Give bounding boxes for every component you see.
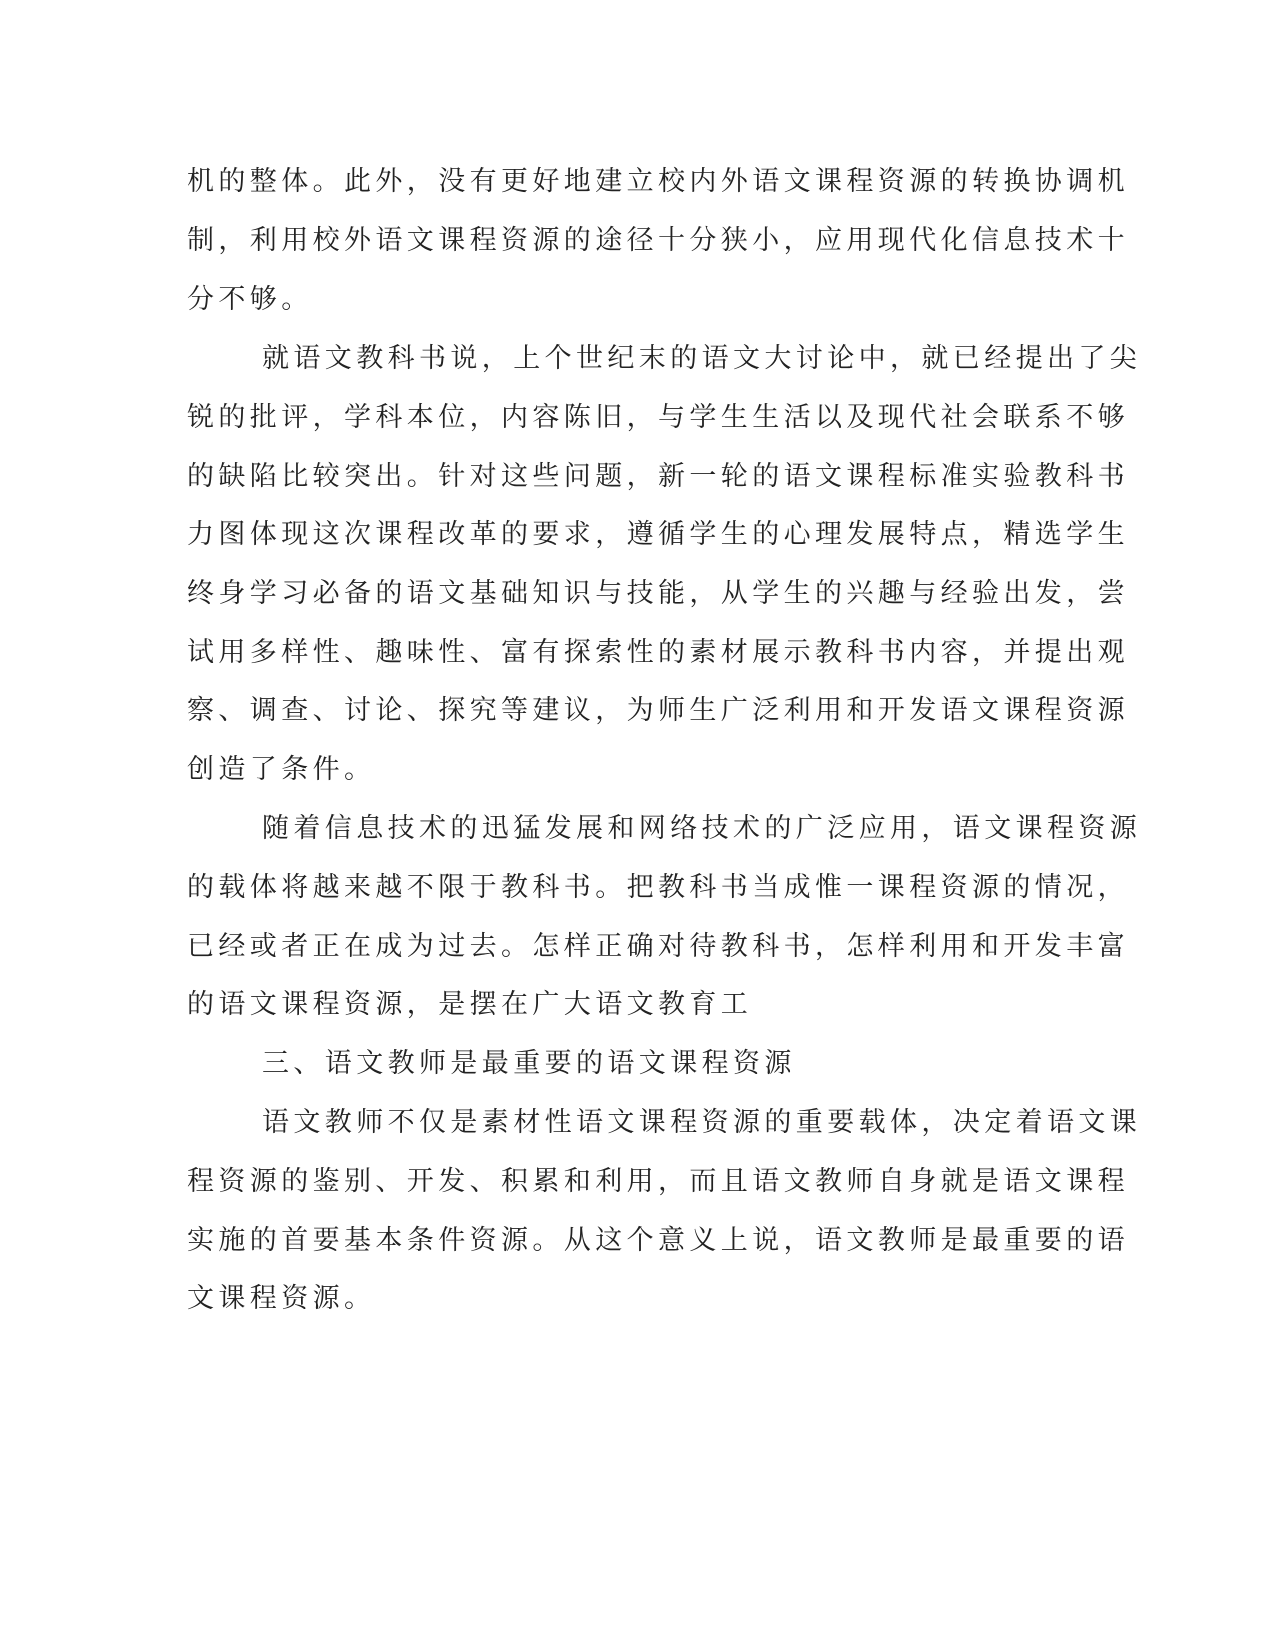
text-line: 分不够。 [187,284,313,315]
text-line: 已经或者正在成为过去。怎样正确对待教科书，怎样利用和开发丰富 [187,931,1129,962]
text-line: 文课程资源。 [187,1283,376,1314]
text-line: 程资源的鉴别、开发、积累和利用，而且语文教师自身就是语文课程 [187,1166,1129,1197]
text-line: 锐的批评，学科本位，内容陈旧，与学生生活以及现代社会联系不够 [187,402,1129,433]
section-heading: 三、语文教师是最重要的语文课程资源 [262,1048,796,1079]
paragraph-start-line: 就语文教科书说，上个世纪末的语文大讨论中，就已经提出了尖 [262,343,1142,374]
text-line: 机的整体。此外，没有更好地建立校内外语文课程资源的转换协调机 [187,166,1129,197]
text-line: 实施的首要基本条件资源。从这个意义上说，语文教师是最重要的语 [187,1225,1129,1256]
text-line: 力图体现这次课程改革的要求，遵循学生的心理发展特点，精选学生 [187,519,1129,550]
text-line: 的语文课程资源，是摆在广大语文教育工 [187,989,753,1020]
text-line: 创造了条件。 [187,754,376,785]
text-line: 终身学习必备的语文基础知识与技能，从学生的兴趣与经验出发，尝 [187,578,1129,609]
paragraph-start-line: 语文教师不仅是素材性语文课程资源的重要载体，决定着语文课 [262,1107,1142,1138]
text-line: 制，利用校外语文课程资源的途径十分狭小，应用现代化信息技术十 [187,225,1129,256]
text-line: 的缺陷比较突出。针对这些问题，新一轮的语文课程标准实验教科书 [187,461,1129,492]
text-line: 试用多样性、趣味性、富有探索性的素材展示教科书内容，并提出观 [187,637,1129,668]
paragraph-start-line: 随着信息技术的迅猛发展和网络技术的广泛应用，语文课程资源 [262,813,1142,844]
text-line: 的载体将越来越不限于教科书。把教科书当成惟一课程资源的情况， [187,872,1129,903]
text-line: 察、调查、讨论、探究等建议，为师生广泛利用和开发语文课程资源 [187,695,1129,726]
